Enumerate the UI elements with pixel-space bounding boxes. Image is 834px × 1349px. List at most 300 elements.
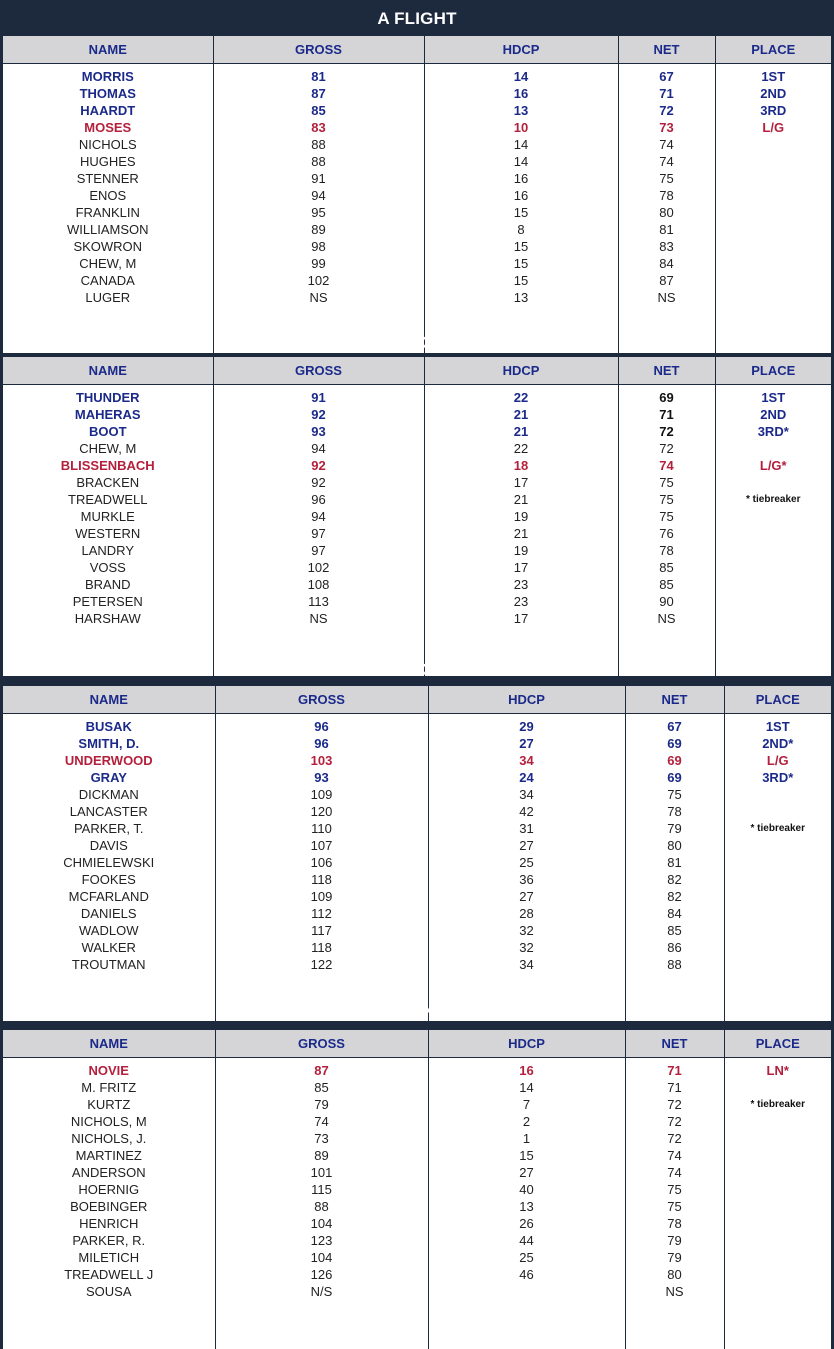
column-header-hdcp: HDCP (424, 36, 618, 63)
cell-net: 72 (659, 440, 674, 456)
column-hdcp (424, 384, 618, 676)
cell-net: 84 (667, 905, 682, 921)
cell-name: SMITH, D. (78, 735, 140, 751)
cell-gross: 88 (311, 136, 326, 152)
cell-place (716, 474, 832, 491)
cell-name: MORRIS (81, 68, 134, 84)
tiebreaker-note: * tiebreaker (746, 493, 801, 505)
cell-net: 87 (659, 272, 674, 288)
cell-gross: 112 (311, 905, 332, 921)
cell-net: 75 (667, 1198, 682, 1214)
cell-net: 88 (667, 956, 682, 972)
cell-gross: 108 (307, 576, 330, 592)
cell-hdcp: 14 (513, 68, 529, 84)
cell-hdcp: 29 (519, 718, 534, 734)
cell-name: HENRICH (79, 1215, 139, 1231)
cell-net: 84 (659, 255, 674, 271)
cell-gross: N/S (310, 1283, 333, 1299)
cell-hdcp: 8 (517, 221, 525, 237)
cell-name: PARKER, T. (73, 820, 144, 836)
cell-name: NICHOLS, M (70, 1113, 147, 1129)
cell-place (716, 440, 832, 457)
cell-name: BOOT (88, 423, 127, 439)
cell-gross: 96 (314, 735, 329, 751)
cell-hdcp: 10 (513, 119, 529, 135)
cell-place: L/G (766, 752, 789, 768)
cell-name: CHEW, M (79, 255, 137, 271)
cell-net: 71 (667, 1062, 682, 1078)
column-header-net: NET (618, 357, 715, 384)
cell-hdcp: 7 (522, 1096, 531, 1112)
cell-name: MAHERAS (74, 406, 141, 422)
cell-gross: 92 (311, 406, 326, 422)
column-header-name: NAME (3, 686, 215, 713)
cell-hdcp: 15 (513, 272, 529, 288)
cell-net: 72 (667, 1096, 682, 1112)
cell-place: 1ST (765, 718, 790, 734)
cell-net: 83 (659, 238, 674, 254)
cell-net: NS (665, 1283, 684, 1299)
cell-hdcp: 31 (519, 820, 534, 836)
cell-gross: 113 (308, 593, 329, 609)
cell-gross: NS (309, 289, 328, 305)
cell-name: THOMAS (79, 85, 136, 101)
cell-name: WILLIAMSON (66, 221, 149, 237)
cell-net: 71 (659, 85, 674, 101)
table-row (3, 384, 831, 676)
cell-gross: 73 (314, 1130, 329, 1146)
cell-hdcp: 24 (519, 769, 534, 785)
column-place (715, 384, 831, 676)
cell-hdcp: 22 (513, 389, 529, 405)
cell-gross: 104 (310, 1215, 333, 1231)
cell-net: 79 (667, 1232, 682, 1248)
cell-name: FRANKLIN (75, 204, 140, 220)
cell-gross: 88 (314, 1198, 329, 1214)
cell-net: 75 (659, 508, 674, 524)
cell-gross: 110 (311, 820, 332, 836)
cell-hdcp: 21 (513, 406, 529, 422)
cell-gross: 85 (314, 1079, 329, 1095)
cell-net: 85 (667, 922, 682, 938)
cell-hdcp: 34 (519, 786, 534, 802)
cell-name: LUGER (85, 289, 131, 305)
column-net (618, 384, 715, 676)
cell-net: 79 (667, 1249, 682, 1265)
cell-place (725, 803, 832, 820)
cell-gross: 102 (307, 559, 330, 575)
cell-hdcp: 15 (513, 255, 529, 271)
column-name (3, 63, 213, 353)
cell-gross: 74 (314, 1113, 329, 1129)
cell-gross: 122 (310, 956, 333, 972)
cell-net: 82 (667, 871, 682, 887)
cell-net: 78 (667, 803, 682, 819)
cell-gross: 101 (310, 1164, 333, 1180)
cell-gross: 97 (311, 525, 326, 541)
cell-hdcp: 23 (513, 593, 529, 609)
cell-hdcp: 14 (513, 136, 529, 152)
cell-hdcp: 25 (519, 854, 534, 870)
cell-name: DAVIS (89, 837, 128, 853)
cell-net: 75 (667, 786, 682, 802)
cell-net: NS (657, 289, 676, 305)
cell-gross: NS (309, 610, 328, 626)
cell-net: 69 (659, 389, 674, 405)
cell-name: SKOWRON (73, 238, 143, 254)
table-body (3, 384, 831, 676)
cell-name: ENOS (89, 187, 127, 203)
cell-place (725, 786, 832, 803)
cell-net: 75 (659, 491, 674, 507)
cell-hdcp: 27 (519, 888, 534, 904)
cell-gross: 104 (310, 1249, 333, 1265)
column-header-gross: GROSS (213, 36, 424, 63)
cell-hdcp: 23 (513, 576, 529, 592)
cell-name: GRAY (90, 769, 127, 785)
cell-hdcp: 40 (519, 1181, 534, 1197)
cell-net: 72 (667, 1130, 682, 1146)
cell-hdcp (429, 1283, 625, 1300)
cell-name: HOERNIG (78, 1181, 140, 1197)
column-header-name: NAME (3, 1030, 215, 1057)
column-header-net: NET (618, 36, 715, 63)
cell-gross: 118 (311, 871, 332, 887)
cell-gross: 98 (311, 238, 326, 254)
cell-name: BLISSENBACH (60, 457, 155, 473)
cell-net: 90 (659, 593, 674, 609)
cell-gross: 95 (311, 204, 326, 220)
cell-net: 74 (659, 457, 674, 473)
cell-net: 80 (667, 837, 682, 853)
cell-name: CHEW, M (79, 440, 137, 456)
column-hdcp (428, 1057, 625, 1349)
cell-name: TREADWELL J (64, 1266, 154, 1282)
cell-hdcp: 34 (519, 752, 534, 768)
cell-hdcp: 16 (519, 1062, 534, 1078)
table-body (3, 63, 831, 353)
cell-net: 81 (667, 854, 682, 870)
cell-net: 74 (659, 153, 674, 169)
header-row (3, 1030, 831, 1057)
cell-hdcp: 21 (513, 525, 529, 541)
column-gross (213, 63, 424, 353)
cell-hdcp: 1 (522, 1130, 531, 1146)
cell-gross: 103 (310, 752, 333, 768)
results-table (3, 36, 831, 353)
cell-hdcp: 27 (519, 837, 534, 853)
cell-hdcp: 36 (519, 871, 534, 887)
column-header-gross: GROSS (215, 686, 428, 713)
cell-net: 78 (659, 542, 674, 558)
cell-place: 3RD* (762, 769, 794, 785)
column-net (625, 713, 724, 1021)
cell-gross: 117 (311, 922, 332, 938)
cell-gross: 91 (311, 389, 326, 405)
cell-gross: 89 (314, 1147, 329, 1163)
cell-gross: 109 (310, 888, 333, 904)
cell-net: 69 (667, 769, 682, 785)
cell-name: UNDERWOOD (64, 752, 153, 768)
cell-gross: 92 (311, 474, 326, 490)
cell-gross: 88 (311, 153, 326, 169)
cell-net: 72 (659, 102, 674, 118)
cell-name: THUNDER (75, 389, 140, 405)
cell-place: L/G (762, 119, 785, 135)
flight-title: B FLIGHT (377, 333, 457, 352)
cell-net: 75 (667, 1181, 682, 1197)
cell-place: L/G* (759, 457, 787, 473)
cell-hdcp: 15 (519, 1147, 534, 1163)
cell-name: PETERSEN (72, 593, 143, 609)
cell-gross: 94 (311, 508, 326, 524)
flight-title: CALLOWAY FLIGHT (334, 1004, 500, 1023)
cell-gross: 93 (314, 769, 329, 785)
cell-name: DANIELS (80, 905, 137, 921)
cell-hdcp: 16 (513, 170, 529, 186)
cell-name: FOOKES (81, 871, 136, 887)
cell-gross: 118 (311, 939, 332, 955)
cell-hdcp: 34 (519, 956, 534, 972)
cell-hdcp: 27 (519, 735, 534, 751)
column-header-place: PLACE (724, 1030, 831, 1057)
cell-hdcp: 16 (513, 85, 529, 101)
cell-hdcp: 27 (519, 1164, 534, 1180)
cell-net: 78 (667, 1215, 682, 1231)
cell-gross: 96 (314, 718, 329, 734)
cell-gross: 92 (311, 457, 326, 473)
column-name (3, 1057, 215, 1349)
cell-hdcp: 22 (513, 440, 529, 456)
table-header (3, 36, 831, 63)
cell-gross: 83 (311, 119, 326, 135)
cell-place: 2ND* (762, 735, 794, 751)
cell-hdcp: 46 (519, 1266, 534, 1282)
cell-hdcp: 15 (513, 238, 529, 254)
cell-gross: 94 (311, 440, 326, 456)
cell-name: NICHOLS (78, 136, 137, 152)
column-hdcp (424, 63, 618, 353)
cell-name: MILETICH (78, 1249, 140, 1265)
column-gross (215, 1057, 428, 1349)
column-header-place: PLACE (724, 686, 831, 713)
cell-net: 86 (667, 939, 682, 955)
cell-gross: 109 (310, 786, 333, 802)
table-header (3, 1030, 831, 1057)
column-header-name: NAME (3, 357, 213, 384)
cell-hdcp: 2 (522, 1113, 531, 1129)
column-gross (213, 384, 424, 676)
cell-name: STENNER (76, 170, 139, 186)
table-row (3, 713, 831, 1021)
cell-place: 1ST (761, 68, 786, 84)
cell-net: 67 (659, 68, 674, 84)
cell-place: 2ND (760, 85, 787, 101)
cell-net: 76 (659, 525, 674, 541)
column-header-net: NET (625, 1030, 724, 1057)
column-header-net: NET (625, 686, 724, 713)
cell-place: 3RD (760, 102, 787, 118)
cell-name: HARSHAW (74, 610, 141, 626)
cell-gross: 107 (310, 837, 333, 853)
cell-name: CANADA (80, 272, 135, 288)
column-net (618, 63, 715, 353)
cell-name: PARKER, R. (72, 1232, 146, 1248)
cell-net: 82 (667, 888, 682, 904)
cell-gross: 120 (310, 803, 333, 819)
cell-name: TREADWELL (68, 491, 148, 507)
column-header-gross: GROSS (213, 357, 424, 384)
cell-net: 73 (659, 119, 674, 135)
column-header-name: NAME (3, 36, 213, 63)
tiebreaker-note: * tiebreaker (750, 1098, 805, 1110)
cell-net: 78 (659, 187, 674, 203)
cell-gross: 87 (311, 85, 326, 101)
cell-name: NICHOLS, J. (71, 1130, 147, 1146)
results-table (3, 1030, 831, 1349)
cell-name: LANDRY (81, 542, 134, 558)
cell-hdcp: 18 (513, 457, 529, 473)
cell-gross: 97 (311, 542, 326, 558)
cell-place: LN* (766, 1062, 789, 1078)
column-header-place: PLACE (715, 357, 831, 384)
cell-net: 75 (659, 474, 674, 490)
table-header (3, 686, 831, 713)
cell-hdcp: 14 (513, 153, 529, 169)
cell-hdcp: 17 (513, 610, 529, 626)
cell-net: NS (657, 610, 676, 626)
cell-net: 79 (667, 820, 682, 836)
cell-name: HAARDT (80, 102, 136, 118)
column-header-hdcp: HDCP (428, 1030, 625, 1057)
cell-place: 1ST (761, 389, 786, 405)
cell-hdcp: 15 (513, 204, 529, 220)
cell-gross: 96 (311, 491, 326, 507)
tiebreaker-note: * tiebreaker (750, 822, 805, 834)
cell-net: 81 (659, 221, 674, 237)
cell-hdcp: 17 (513, 559, 529, 575)
cell-hdcp: 19 (513, 508, 529, 524)
cell-hdcp: 13 (513, 289, 529, 305)
cell-name: ANDERSON (71, 1164, 146, 1180)
cell-name: MURKLE (80, 508, 135, 524)
cell-hdcp: 21 (513, 423, 529, 439)
column-header-place: PLACE (715, 36, 831, 63)
cell-gross: 106 (310, 854, 333, 870)
table-row (3, 1057, 831, 1349)
cell-name: BUSAK (85, 718, 132, 734)
cell-name: NOVIE (88, 1062, 129, 1078)
cell-name: WALKER (81, 939, 136, 955)
cell-net: 80 (667, 1266, 682, 1282)
cell-net: 74 (667, 1164, 682, 1180)
cell-gross: 85 (311, 102, 326, 118)
cell-name: BRACKEN (76, 474, 140, 490)
cell-gross: 93 (311, 423, 326, 439)
cell-hdcp: 42 (519, 803, 534, 819)
cell-net: 74 (659, 136, 674, 152)
cell-place (725, 1079, 832, 1096)
cell-hdcp: 14 (519, 1079, 534, 1095)
cell-gross: 123 (310, 1232, 333, 1248)
cell-net: 72 (667, 1113, 682, 1129)
cell-hdcp: 17 (513, 474, 529, 490)
cell-net: 72 (659, 423, 674, 439)
header-row (3, 686, 831, 713)
cell-gross: 126 (310, 1266, 333, 1282)
cell-hdcp: 16 (513, 187, 529, 203)
cell-place: 2ND (760, 406, 787, 422)
cell-name: WADLOW (79, 922, 139, 938)
table-header (3, 357, 831, 384)
column-header-gross: GROSS (215, 1030, 428, 1057)
column-place (724, 1057, 831, 1349)
table-body (3, 713, 831, 1021)
cell-net: 69 (667, 752, 682, 768)
cell-hdcp: 28 (519, 905, 534, 921)
cell-net: 69 (667, 735, 682, 751)
cell-name: MARTINEZ (75, 1147, 142, 1163)
cell-gross: 79 (314, 1096, 329, 1112)
cell-name: VOSS (89, 559, 126, 575)
column-hdcp (428, 713, 625, 1021)
cell-net: 85 (659, 576, 674, 592)
cell-hdcp: 26 (519, 1215, 534, 1231)
cell-gross: 94 (311, 187, 326, 203)
cell-net: 74 (667, 1147, 682, 1163)
column-gross (215, 713, 428, 1021)
table-body (3, 1057, 831, 1349)
column-place (724, 713, 831, 1021)
cell-name: WESTERN (75, 525, 141, 541)
cell-gross: 87 (314, 1062, 329, 1078)
cell-name: DICKMAN (78, 786, 139, 802)
cell-hdcp: 44 (519, 1232, 534, 1248)
column-net (625, 1057, 724, 1349)
cell-net: 71 (659, 406, 674, 422)
cell-name: TROUTMAN (71, 956, 146, 972)
cell-net: 67 (667, 718, 682, 734)
cell-name: CHMIELEWSKI (63, 854, 155, 870)
cell-gross: 91 (311, 170, 326, 186)
column-name (3, 384, 213, 676)
cell-hdcp: 13 (519, 1198, 534, 1214)
cell-gross: 99 (311, 255, 326, 271)
cell-name: MOSES (84, 119, 132, 135)
flight-title: A FLIGHT (377, 9, 457, 28)
cell-place: 3RD* (757, 423, 789, 439)
cell-name: SOUSA (85, 1283, 132, 1299)
cell-name: LANCASTER (69, 803, 148, 819)
cell-net: 80 (659, 204, 674, 220)
column-header-hdcp: HDCP (424, 357, 618, 384)
cell-gross: 115 (311, 1181, 332, 1197)
header-row (3, 36, 831, 63)
results-table (3, 357, 831, 676)
cell-gross: 102 (307, 272, 330, 288)
cell-gross: 81 (311, 68, 326, 84)
cell-name: BRAND (84, 576, 131, 592)
cell-name: M. FRITZ (81, 1079, 137, 1095)
results-table (3, 686, 831, 1021)
table-row (3, 63, 831, 353)
cell-net: 85 (659, 559, 674, 575)
cell-name: KURTZ (87, 1096, 131, 1112)
cell-hdcp: 32 (519, 939, 534, 955)
cell-net: 75 (659, 170, 674, 186)
column-name (3, 713, 215, 1021)
header-row (3, 357, 831, 384)
